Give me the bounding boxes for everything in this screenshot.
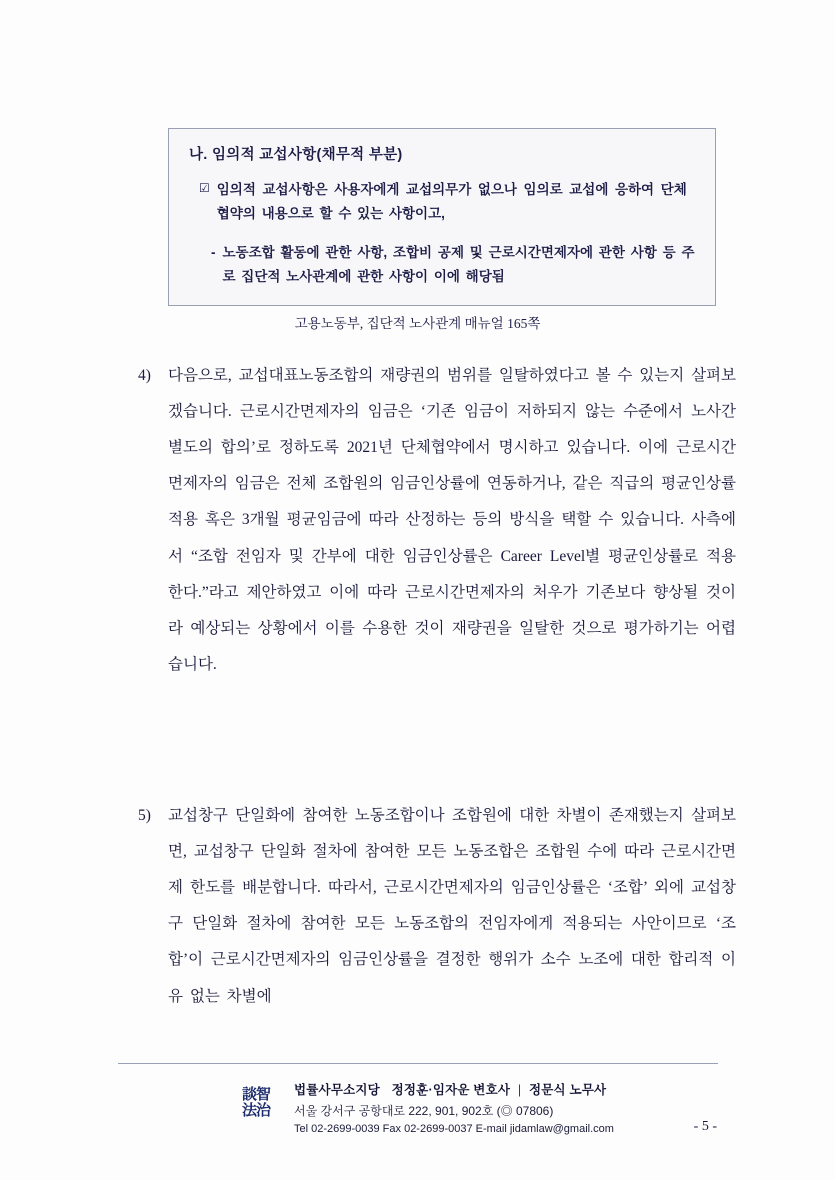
quote-bullet-item [199, 178, 701, 225]
paragraph-4 [138, 358, 736, 683]
footer-address: 서울 강서구 공항대로 222, 901, 902호 (◎ 07806) [294, 1104, 554, 1118]
footer-divider [118, 1063, 718, 1064]
footer-lawyers: 정정훈·임자운 변호사 [391, 1083, 511, 1097]
paragraph-4-text: 다음으로, 교섭대표노동조합의 재량권의 범위를 일탈하였다고 볼 수 있는지 살펴보겠습니다. 근로시간면제자의 임금은 ‘기존 임금이 저하되지 않는 수준에서 노사간 별도의 합의’로 정하도록 2021년 단체협약에서 명시하고 있습니다. 이에 근로시간면제자의 임금은 전체 조합원의 임금인상률에 연동하거나, 같은 직급의 평균인상률 적용 혹은 3개월 평균임금에 따라 산정하는 등의 방식을 택할 수 있습니다. 사측에서 “조합 전임자 및 간부에 대한 임금인상률은 Career Level별 평균인상률로 적용한다.”라고 제안하였고 이에 따라 근로시간면제자의 처우가 기존보다 향상될 것이라 예상되는 상황에서 이를 수용한 것이 재량권을 일탈한 것으로 평가하기는 어렵습니다. [168, 367, 736, 673]
source-caption: 고용노동부, 집단적 노사관계 매뉴얼 165쪽 [294, 316, 541, 331]
dash-icon: - [211, 245, 216, 261]
checkbox-checked-icon: ☑ [199, 181, 210, 195]
footer-text-block [294, 1078, 614, 1135]
footer-separator: | [517, 1083, 522, 1097]
firm-logo-seal-text: 談智 法治 [241, 1085, 270, 1119]
firm-logo-icon [228, 1080, 284, 1132]
quote-box-title: 나. 임의적 교섭사항(채무적 부분) [189, 147, 403, 163]
footer-firm-name: 법률사무소지당 [294, 1083, 380, 1097]
footer-firm-line [294, 1080, 614, 1098]
paragraph-5-text: 교섭창구 단일화에 참여한 노동조합이나 조합원에 대한 차별이 존재했는지 살펴보면, 교섭창구 단일화 절차에 참여한 모든 노동조합은 조합원 수에 따라 근로시간면제 한도를 배분합니다. 따라서, 근로시간면제자의 임금인상률은 ‘조합’ 외에 교섭창구 단일화 절차에 참여한 모든 노동조합의 전임자에게 적용되는 사안이므로 ‘조합’이 근로시간면제자의 임금인상률을 결정한 행위가 소수 노조에 대한 합리적 이유 없는 차별에 [168, 807, 736, 1005]
quoted-manual-box [168, 128, 716, 306]
quote-bullet-text: 임의적 교섭사항은 사용자에게 교섭의무가 없으나 임의로 교섭에 응하여 단체협약의 내용으로 할 수 있는 사항이고, [216, 182, 687, 221]
footer-labor-consultant: 정문식 노무사 [528, 1083, 607, 1097]
paragraph-4-number: 4) [138, 367, 151, 384]
quote-sub-item [211, 241, 701, 289]
paragraph-5 [138, 798, 736, 1015]
footer-contact: Tel 02-2699-0039 Fax 02-2699-0037 E-mail jidamlaw@gmail.com [294, 1123, 614, 1135]
paragraph-5-number: 5) [138, 807, 151, 824]
page-number: - 5 - [693, 1119, 717, 1134]
footer [118, 1078, 718, 1135]
quote-sub-text: 노동조합 활동에 관한 사항, 조합비 공제 및 근로시간면제자에 관한 사항 등 주로 집단적 노사관계에 관한 사항이 이에 해당됨 [222, 245, 695, 285]
